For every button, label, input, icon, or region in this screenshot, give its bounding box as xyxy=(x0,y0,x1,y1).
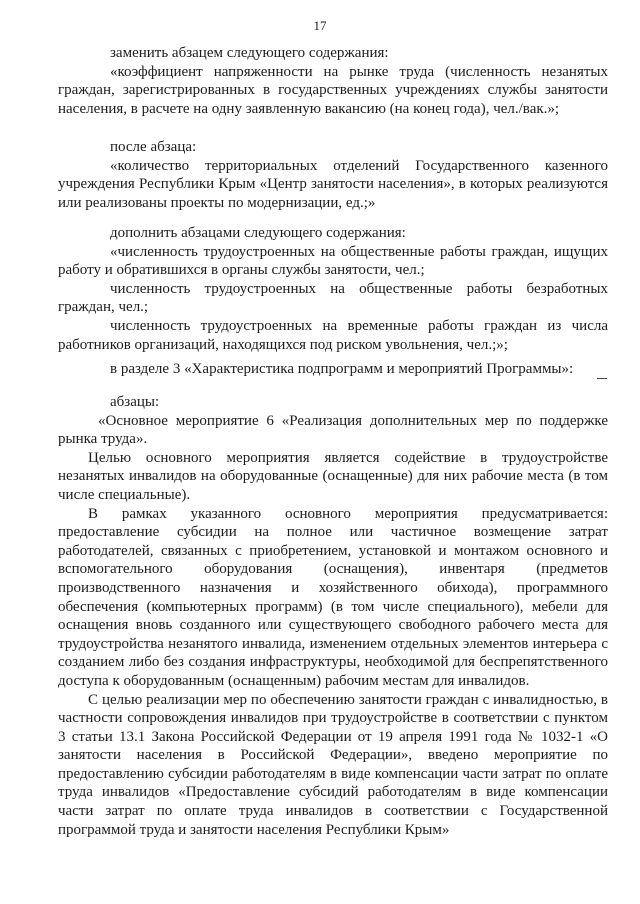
replace-paragraph-block xyxy=(58,44,608,118)
add-item: «численность трудоустроенных на общественные работы граждан, ищущих работу и обратившихся в органы службы занятости, чел.; xyxy=(58,243,608,279)
replace-intro: заменить абзацем следующего содержания: xyxy=(110,45,389,61)
add-item: численность трудоустроенных на общественные работы безработных граждан, чел.; xyxy=(58,280,608,316)
section3-intro: в разделе 3 «Характеристика подпрограмм и мероприятий Программы»: xyxy=(110,361,574,377)
goal-paragraph: Целью основного мероприятия является содействие в трудоустройстве незанятых инвалидов на оборудованные (оснащенные) для них рабочие места (в том числе специальные). xyxy=(58,449,608,503)
measures-paragraph: В рамках указанного основного мероприятия предусматривается: предоставление субсидии на полное или частичное возмещение затрат работодателей, связанных с приобретением, установкой и монтажом основного и вспомогательного оборудования (оснащения), инвентаря (предметов производственного назначения и хозяйственного обихода), программного обеспечения (компьютерных программ) (в том числе специального), мебели для оснащения вновь созданного или существующего свободного рабочего места для трудоустройства незанятого инвалида, изменением отдельных элементов интерьера с созданием либо без создания инфраструктуры, необходимой для беспрепятственного доступа к оборудованным (оснащенным) рабочим местам для инвалидов. xyxy=(58,505,608,689)
section3-intro-block xyxy=(58,360,608,379)
add-item: численность трудоустроенных на временные работы граждан из числа работников организаций, находящихся под риском увольнения, чел.;»; xyxy=(58,317,608,353)
paragraphs-label: абзацы: xyxy=(110,394,160,410)
after-text: «количество территориальных отделений Государственного казенного учреждения Республики Крым «Центр занятости населения», в которых реализуются или реализованы проекты по модернизации, ед.;» xyxy=(58,157,608,211)
add-intro: дополнить абзацами следующего содержания: xyxy=(110,225,406,241)
add-paragraphs-block xyxy=(58,224,608,354)
after-paragraph-block xyxy=(58,138,608,212)
page-number: 17 xyxy=(313,18,327,33)
margin-mark xyxy=(597,378,607,379)
measure-heading: «Основное мероприятие 6 «Реализация дополнительных мер по поддержке рынка труда». xyxy=(58,412,608,448)
replace-text: «коэффициент напряженности на рынке труда (численность незанятых граждан, зарегистрированных в государственных учреждениях службы занятости населения, в расчете на одну заявленную вакансию (на конец года), чел./вак.»; xyxy=(58,63,608,117)
paragraphs-block xyxy=(58,393,608,839)
implementation-paragraph: С целью реализации мер по обеспечению занятости граждан с инвалидностью, в частности сопровождения инвалидов при трудоустройстве в соответствии с пунктом 3 статьи 13.1 Закона Российской Федерации от 19 апреля 1991 года № 1032-1 «О занятости населения в Российской Федерации», введено мероприятие по предоставлению субсидии работодателям в виде компенсации части затрат по оплате труда инвалидов «Предоставление субсидий работодателям в виде компенсации части затрат по оплате труда инвалидов в соответствии с Государственной программой труда и занятости населения Республики Крым» xyxy=(58,691,608,838)
after-intro: после абзаца: xyxy=(110,139,197,155)
